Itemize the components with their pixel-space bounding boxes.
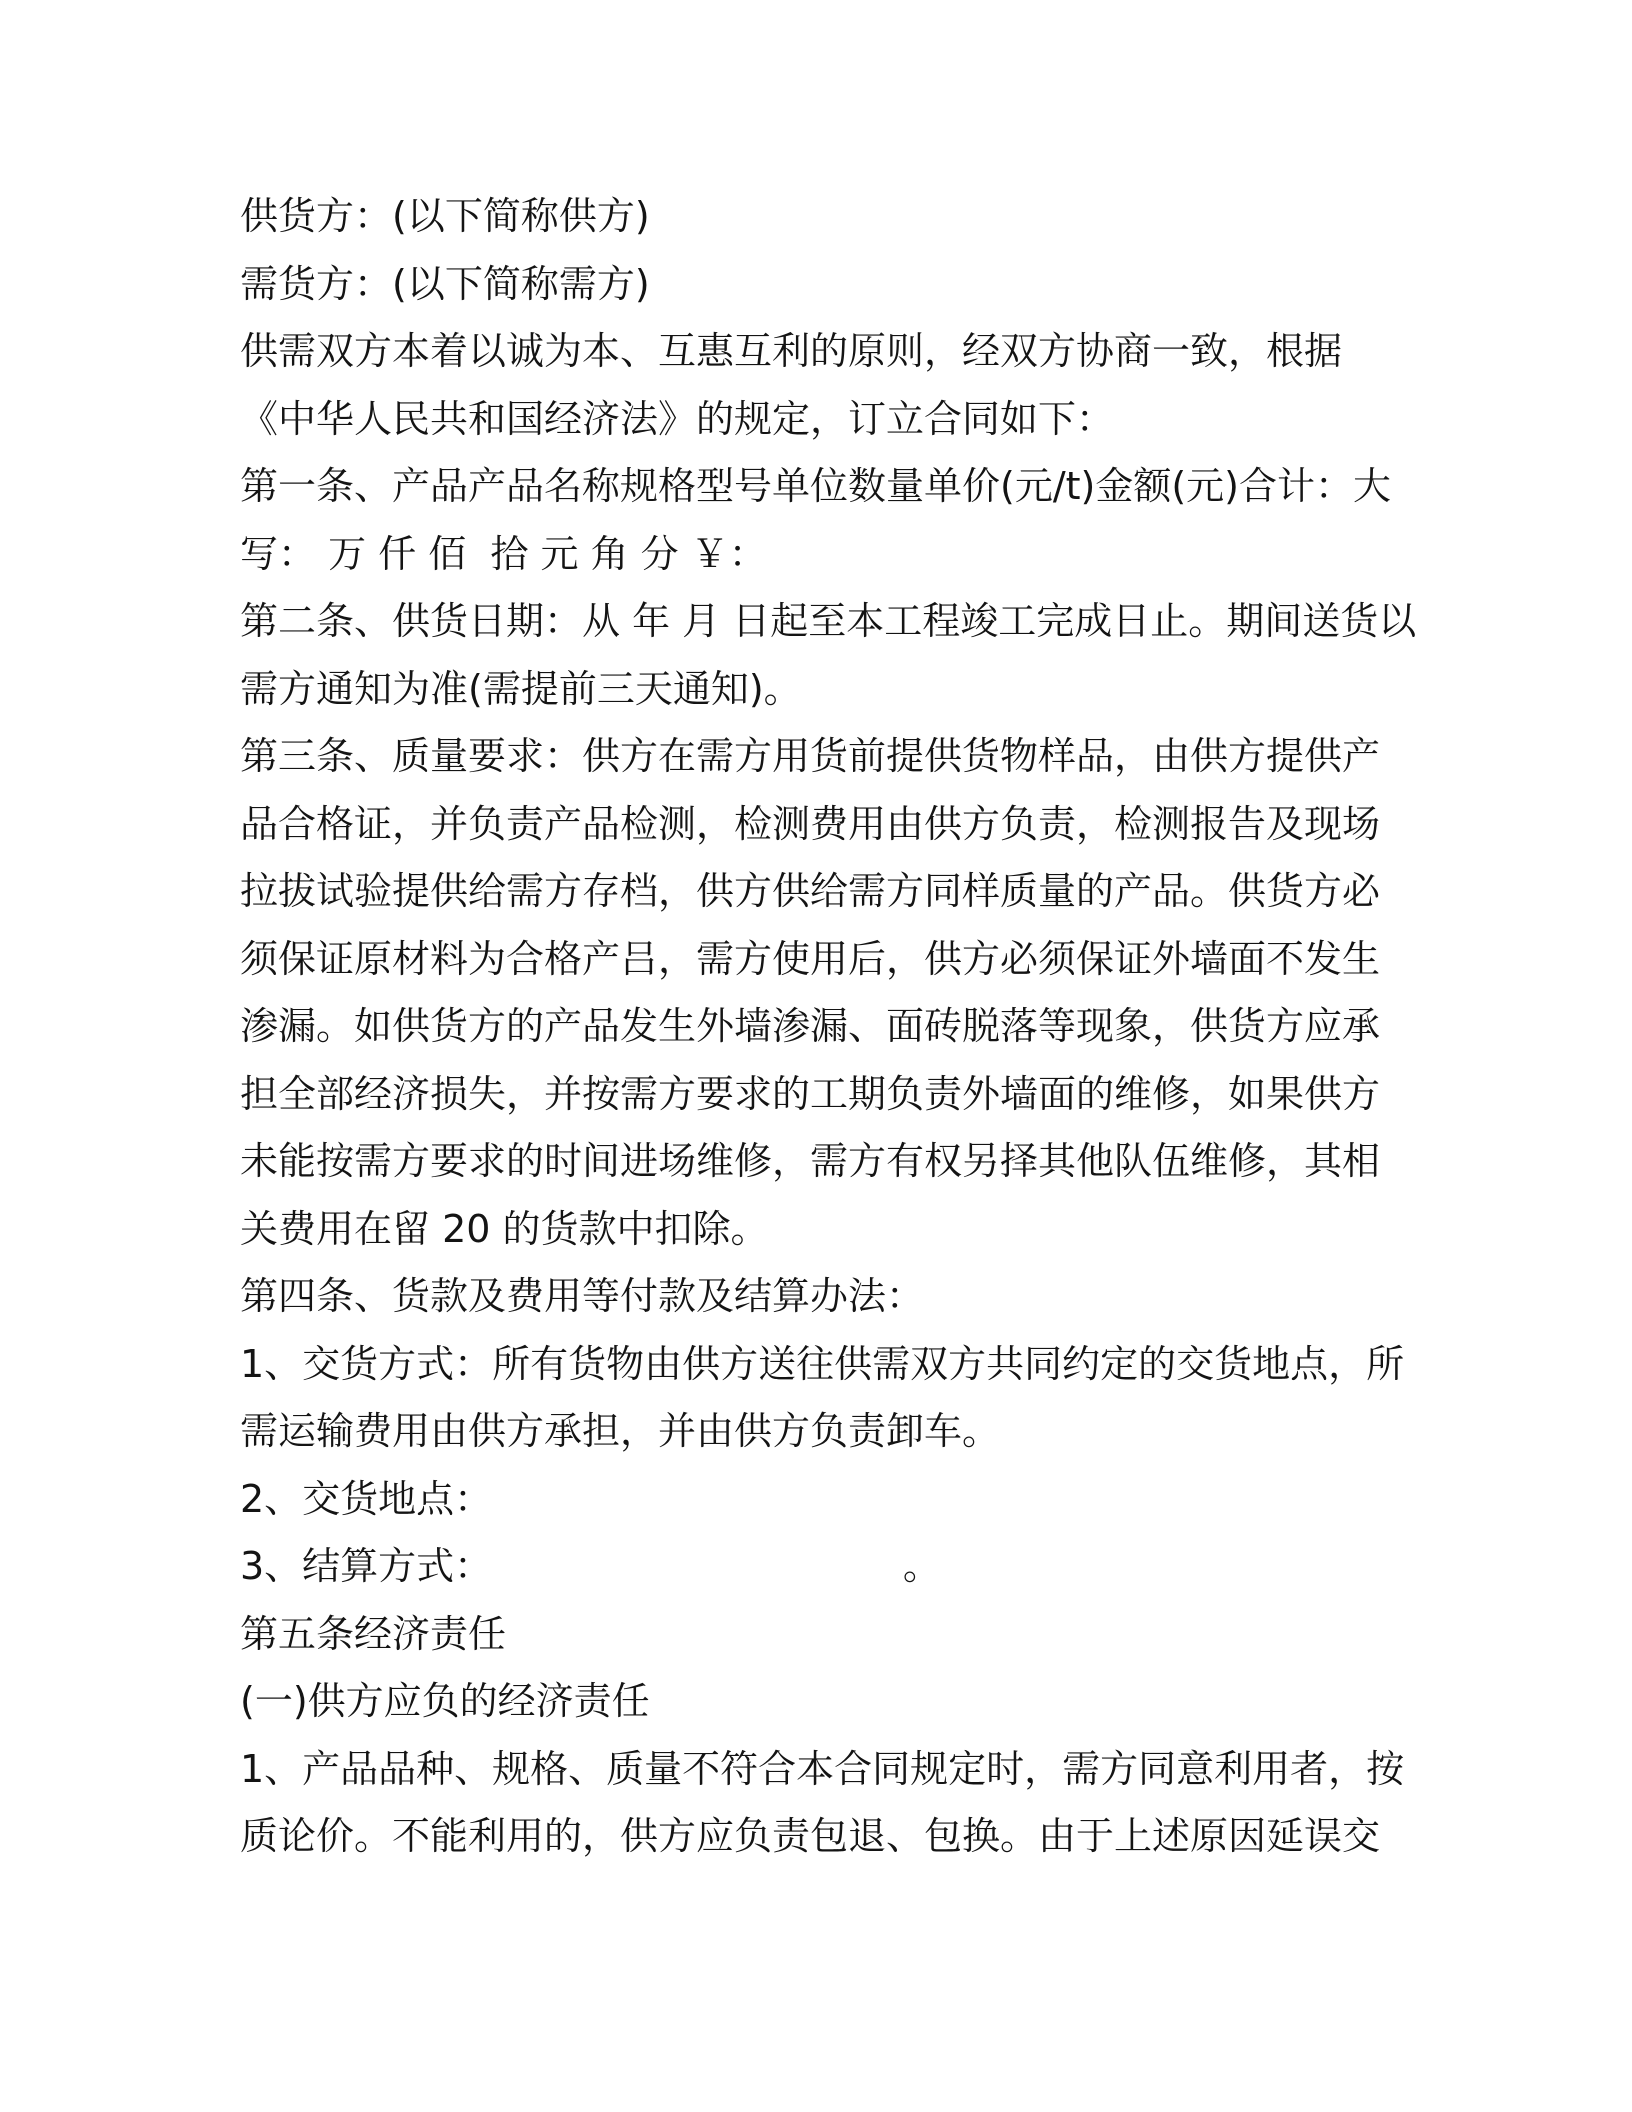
article-2-line: 第二条、供货日期：从 年 月 日起至本工程竣工完成日止。期间送货以 (240, 599, 1417, 643)
article-3-line: 渗漏。如供货方的产品发生外墙渗漏、面砖脱落等现象，供货方应承 (240, 1004, 1381, 1048)
article-4-heading: 第四条、货款及费用等付款及结算办法： (240, 1274, 925, 1318)
liability-clause-line: 1、产品品种、规格、质量不符合本合同规定时，需方同意利用者，按 (240, 1746, 1405, 1791)
delivery-method-line: 1、交货方式：所有货物由供方送往供需双方共同约定的交货地点，所 (240, 1341, 1405, 1386)
article-2-line: 需方通知为准(需提前三天通知)。 (240, 666, 802, 711)
contract-body (240, 183, 1417, 1871)
article-1-line: 第一条、产品产品名称规格型号单位数量单价(元/t)金额(元)合计：大 (240, 464, 1392, 508)
article-3-line: 品合格证，并负责产品检测，检测费用由供方负责，检测报告及现场 (240, 801, 1381, 846)
article-3-line: 拉拔试验提供给需方存档，供方供给需方同样质量的产品。供货方必 (240, 869, 1381, 913)
supplier-liability-heading: (一)供方应负的经济责任 (240, 1679, 650, 1723)
liability-clause-line: 质论价。不能利用的，供方应负责包退、包换。由于上述原因延误交 (240, 1814, 1381, 1858)
article-3-line: 未能按需方要求的时间进场维修，需方有权另择其他队伍维修，其相 (240, 1139, 1381, 1183)
preamble-line: 《中华人民共和国经济法》的规定，订立合同如下： (240, 396, 1115, 441)
supplier-line: 供货方：(以下简称供方) (240, 194, 650, 238)
article-3-line: 关费用在留 20 的货款中扣除。 (240, 1206, 769, 1251)
article-3-line: 须保证原材料为合格产吕，需方使用后，供方必须保证外墙面不发生 (240, 936, 1381, 981)
buyer-line: 需货方：(以下简称需方) (240, 261, 650, 306)
article-3-line: 第三条、质量要求：供方在需方用货前提供货物样品，由供方提供产 (240, 734, 1381, 778)
delivery-method-line: 需运输费用由供方承担，并由供方负责卸车。 (240, 1409, 1001, 1453)
preamble-line: 供需双方本着以诚为本、互惠互利的原则，经双方协商一致，根据 (240, 329, 1343, 373)
article-1-line: 写： 万 仟 佰 拾 元 角 分 ￥： (240, 531, 767, 576)
settlement-method-line: 3、结算方式： 。 (240, 1544, 941, 1588)
article-3-line: 担全部经济损失，并按需方要求的工期负责外墙面的维修，如果供方 (240, 1071, 1381, 1116)
article-5-heading: 第五条经济责任 (240, 1611, 507, 1656)
delivery-location-line: 2、交货地点： (240, 1476, 493, 1521)
